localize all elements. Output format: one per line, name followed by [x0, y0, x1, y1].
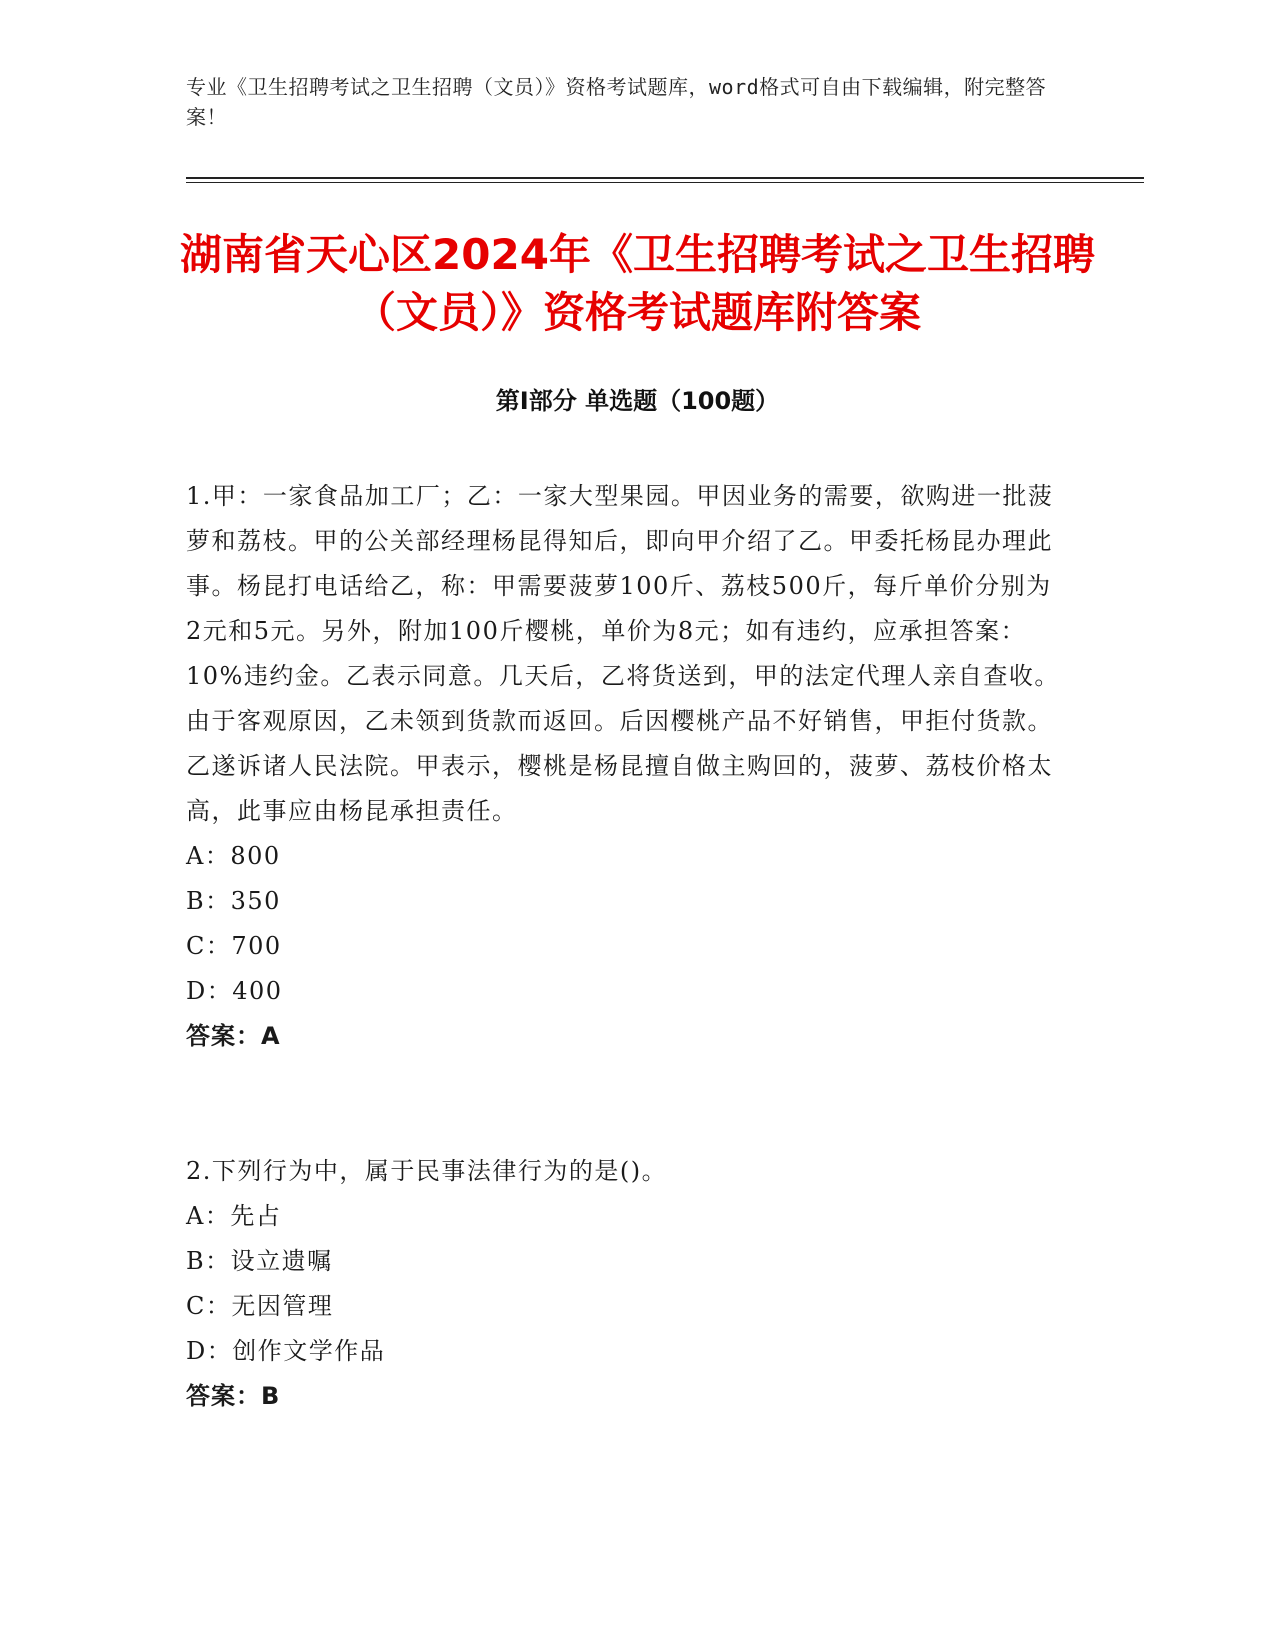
answer-label: 答案：B: [186, 1382, 281, 1410]
option-a: A：先占: [186, 1202, 282, 1230]
option-b: B：设立遗嘱: [186, 1247, 333, 1275]
option-c: C：700: [186, 932, 282, 960]
question-1: [186, 474, 1066, 1059]
question-stem: 2.下列行为中，属于民事法律行为的是()。: [186, 1157, 668, 1185]
option-c: C：无因管理: [186, 1292, 334, 1320]
header-note: 专业《卫生招聘考试之卫生招聘（文员）》资格考试题库，word格式可自由下载编辑，附完整答案！: [186, 75, 1047, 129]
question-2: [186, 1149, 1066, 1419]
option-d: D：400: [186, 977, 283, 1005]
option-b: B：350: [186, 887, 281, 915]
question-stem: 1.甲：一家食品加工厂；乙：一家大型果园。甲因业务的需要，欲购进一批菠萝和荔枝。甲的公关部经理杨昆得知后，即向甲介绍了乙。甲委托杨昆办理此事。杨昆打电话给乙，称：甲需要菠萝100斤、荔枝500斤，每斤单价分别为2元和5元。另外，附加100斤樱桃，单价为8元；如有违约，应承担答案：10%违约金。乙表示同意。几天后，乙将货送到，甲的法定代理人亲自查收。由于客观原因，乙未领到货款而返回。后因樱桃产品不好销售，甲拒付货款。乙遂诉诸人民法院。甲表示，樱桃是杨昆擅自做主购回的，菠萝、荔枝价格太高，此事应由杨昆承担责任。: [186, 482, 1060, 825]
section-title: 第Ⅰ部分 单选题（100题）: [495, 387, 780, 415]
header-divider-thick: [186, 177, 1144, 179]
answer-label: 答案：A: [186, 1022, 281, 1050]
document-title: 湖南省天心区2024年《卫生招聘考试之卫生招聘（文员）》资格考试题库附答案: [180, 230, 1095, 337]
option-a: A：800: [186, 842, 281, 870]
header-divider-thin: [186, 182, 1144, 183]
option-d: D：创作文学作品: [186, 1337, 386, 1365]
